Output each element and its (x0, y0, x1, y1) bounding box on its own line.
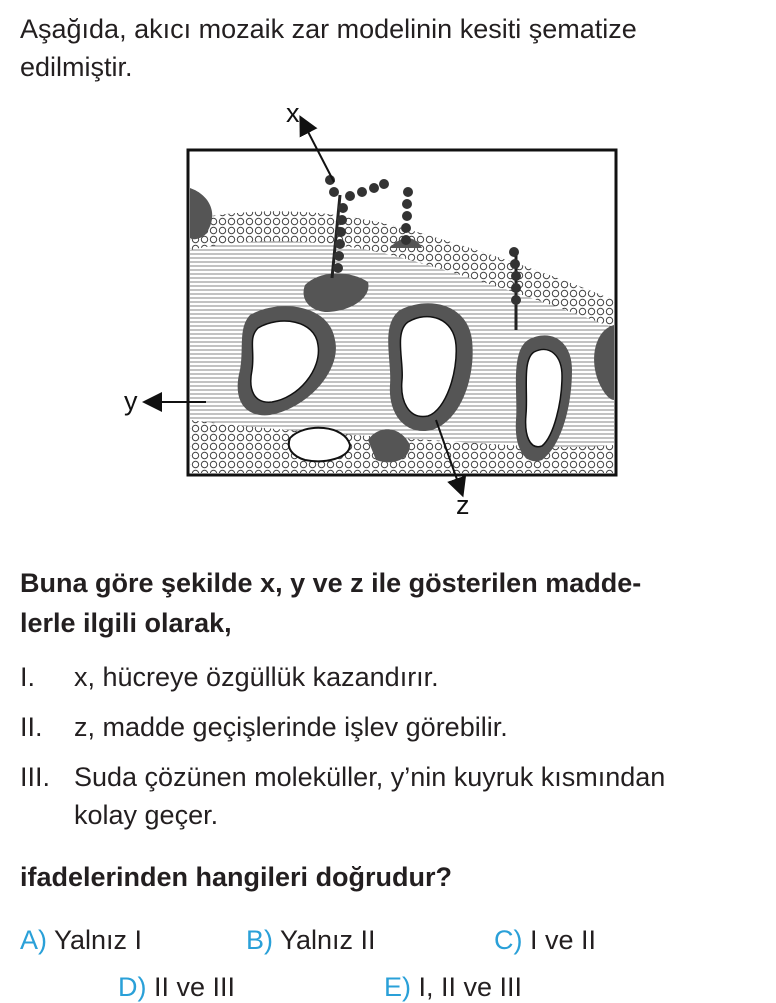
label-z: z (456, 490, 470, 520)
option-letter: E) (384, 972, 411, 1002)
intro-line: edilmiştir. (20, 52, 133, 82)
question-stem (20, 563, 770, 643)
question-line: lerle ilgili olarak, (20, 608, 232, 638)
statement-number: III. (20, 762, 51, 792)
statement-text: x, hücreye özgüllük kazandırır. (74, 662, 439, 692)
statement-text: Suda çözünen moleküller, y’nin kuyruk kısmından (74, 762, 666, 792)
membrane-diagram (110, 100, 630, 520)
intro-text (20, 10, 770, 86)
option-b[interactable] (246, 925, 376, 956)
statement-number: I. (20, 662, 36, 692)
option-c[interactable] (494, 925, 596, 956)
option-letter: D) (118, 972, 147, 1002)
option-d[interactable] (118, 972, 235, 1003)
option-a[interactable] (20, 925, 142, 956)
option-text: II ve III (154, 972, 236, 1002)
statement-text: z, madde geçişlerinde işlev görebilir. (74, 712, 508, 742)
bottom-vesicle (289, 428, 350, 461)
label-y: y (124, 386, 138, 416)
option-e[interactable] (384, 972, 522, 1003)
statement-text-block (74, 758, 774, 834)
option-text: I ve II (530, 925, 597, 955)
statement-number: II. (20, 712, 43, 742)
question-closing: ifadelerinden hangileri doğrudur? (20, 862, 453, 892)
option-text: I, II ve III (418, 972, 523, 1002)
option-text: Yalnız I (54, 925, 143, 955)
question-line: Buna göre şekilde x, y ve z ile gösterilen madde- (20, 568, 642, 598)
label-x: x (286, 100, 300, 128)
option-letter: B) (246, 925, 273, 955)
intro-line: Aşağıda, akıcı mozaik zar modelinin kesiti şematize (20, 14, 637, 44)
option-letter: C) (494, 925, 523, 955)
statement-text: kolay geçer. (74, 800, 219, 830)
option-letter: A) (20, 925, 47, 955)
option-text: Yalnız II (280, 925, 376, 955)
